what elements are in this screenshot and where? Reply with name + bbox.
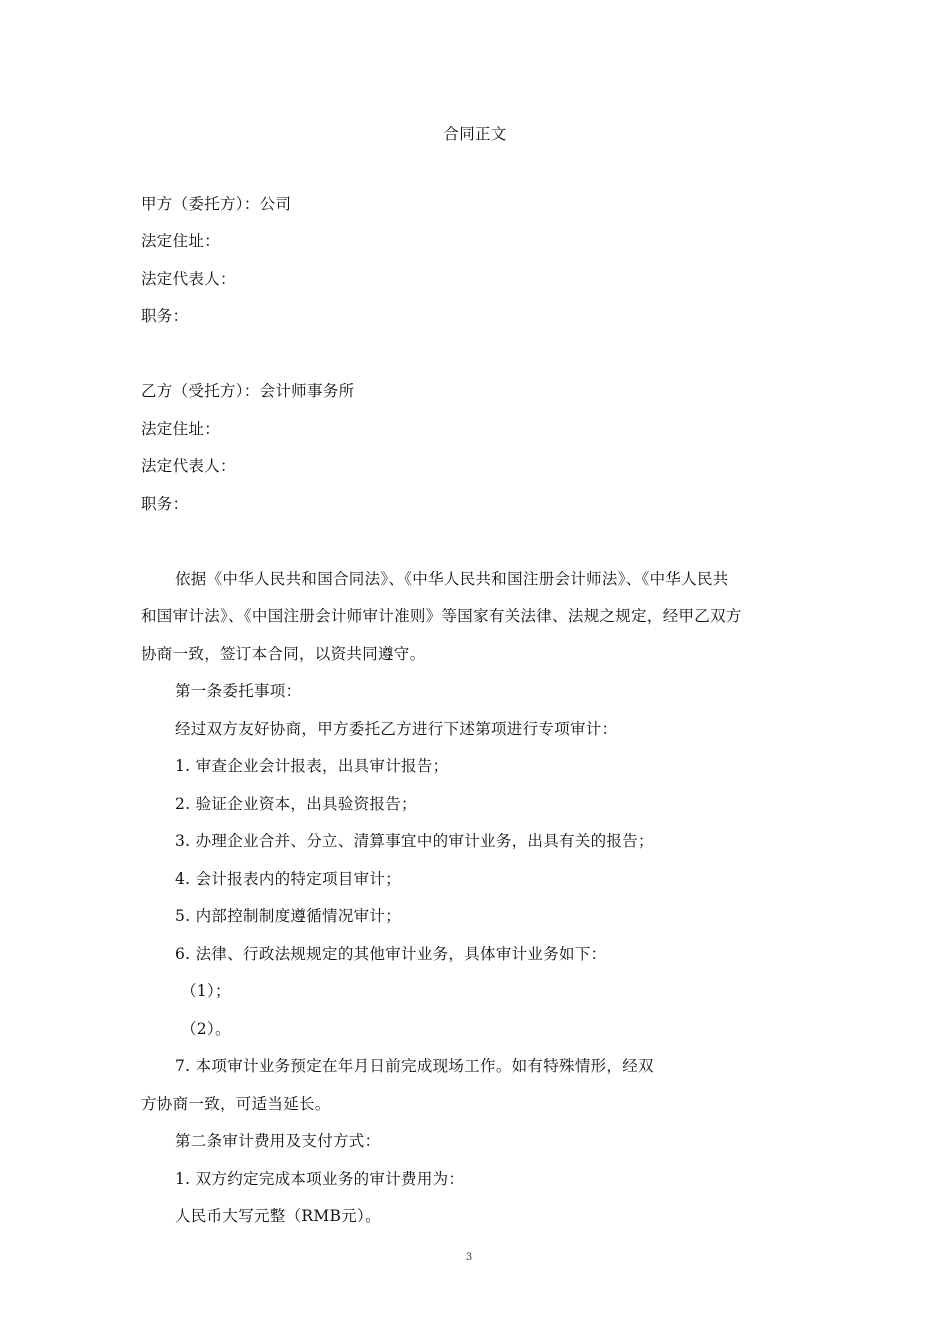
- article1-item: 1. 审查企业会计报表，出具审计报告；: [175, 757, 449, 775]
- party-a-position: 职务：: [141, 307, 189, 325]
- article1-item: 4. 会计报表内的特定项目审计；: [175, 870, 402, 888]
- article1-sub-item: （1）；: [181, 982, 231, 1000]
- preamble-line: 协商一致，签订本合同，以资共同遵守。: [141, 645, 426, 663]
- document-title: 合同正文: [443, 125, 507, 143]
- party-a-representative: 法定代表人：: [141, 270, 236, 288]
- party-a-address: 法定住址：: [141, 232, 221, 250]
- party-b-heading: 乙方（受托方）：会计师事务所: [141, 382, 355, 400]
- article1-heading: 第一条委托事项：: [175, 682, 302, 700]
- article2-heading: 第二条审计费用及支付方式：: [175, 1132, 381, 1150]
- party-b-representative: 法定代表人：: [141, 457, 236, 475]
- party-b-position: 职务：: [141, 495, 189, 513]
- article1-item: 3. 办理企业合并、分立、清算事宜中的审计业务，出具有关的报告；: [175, 832, 654, 850]
- party-a-heading: 甲方（委托方）：公司: [141, 195, 292, 213]
- party-b-address: 法定住址：: [141, 420, 221, 438]
- article1-item: 6. 法律、行政法规规定的其他审计业务，具体审计业务如下：: [175, 945, 607, 963]
- article1-item-7: 7. 本项审计业务预定在年月日前完成现场工作。如有特殊情形，经双: [175, 1057, 654, 1075]
- preamble-line: 依据《中华人民共和国合同法》、《中华人民共和国注册会计师法》、《中华人民共: [175, 570, 729, 588]
- article2-item: 1. 双方约定完成本项业务的审计费用为：: [175, 1170, 465, 1188]
- article1-intro: 经过双方友好协商，甲方委托乙方进行下述第项进行专项审计：: [175, 720, 618, 738]
- article1-sub-item: （2）。: [181, 1020, 231, 1038]
- article1-item: 5. 内部控制制度遵循情况审计；: [175, 907, 402, 925]
- page-number: 3: [465, 1252, 473, 1263]
- preamble-line: 和国审计法》、《中国注册会计师审计准则》等国家有关法律、法规之规定，经甲乙双方: [141, 607, 742, 625]
- article2-amount: 人民币大写元整（RMB元）。: [175, 1207, 381, 1225]
- article1-item: 2. 验证企业资本，出具验资报告；: [175, 795, 417, 813]
- article1-item-7-continued: 方协商一致，可适当延长。: [141, 1095, 331, 1113]
